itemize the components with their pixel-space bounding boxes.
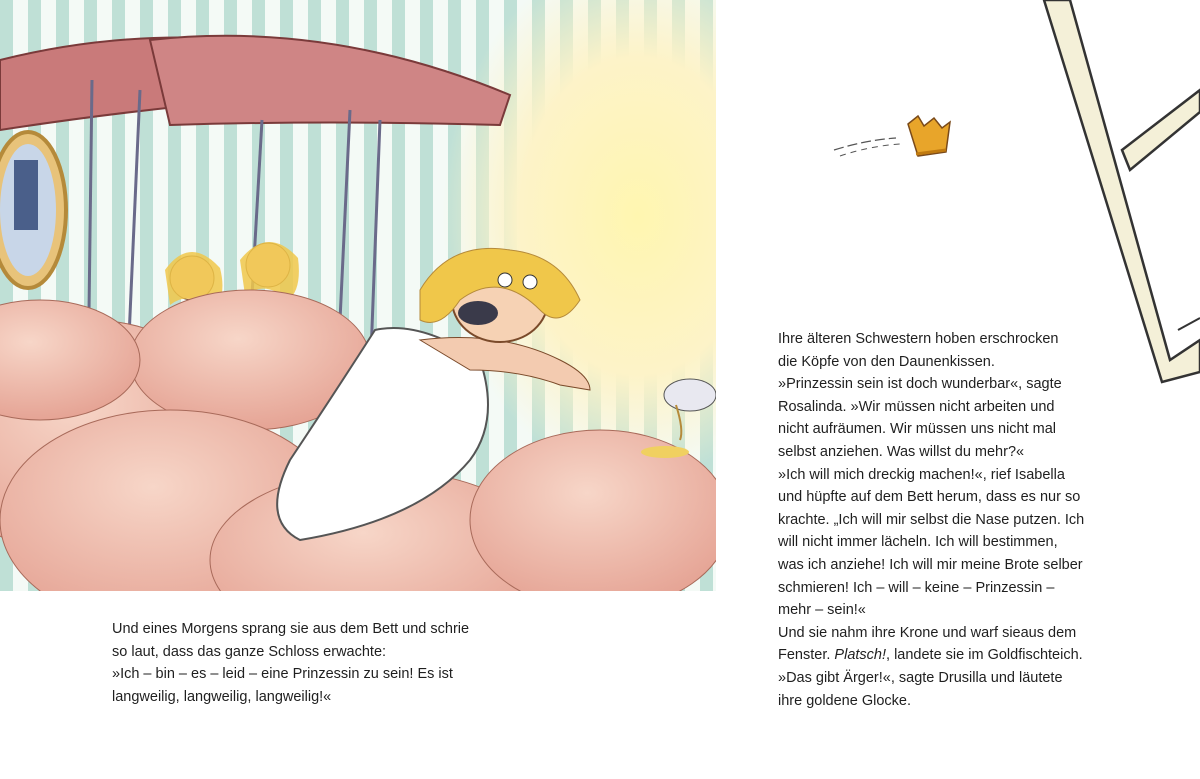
text-segment: , landete sie im Goldfischteich. (886, 647, 1083, 664)
text-line: »Prinzessin sein ist doch wunderbar«, sagte (778, 376, 1062, 393)
text-line: »Ich will mich dreckig machen!«, rief Isabella (778, 466, 1065, 483)
text-line: nicht aufräumen. Wir müssen uns nicht mal (778, 421, 1057, 438)
text-line: so laut, dass das ganze Schloss erwachte: (112, 643, 387, 660)
text-line: selbst anziehen. Was willst du mehr?« (778, 443, 1025, 460)
text-line-platsch (778, 644, 1084, 667)
text-line: ihre goldene Glocke. (778, 692, 911, 709)
text-line: langweilig, langweilig, langweilig!« (112, 688, 332, 705)
text-line: »Ich – bin – es – leid – eine Prinzessin zu sein! Es ist (112, 666, 453, 683)
right-page-text (778, 328, 1084, 712)
text-line: »Das gibt Ärger!«, sagte Drusilla und läutete (778, 669, 1063, 686)
text-line: die Köpfe von den Daunenkissen. (778, 353, 995, 370)
left-page-text (112, 618, 469, 708)
bedroom-illustration (0, 0, 716, 591)
text-line: will nicht immer lächeln. Ich will bestimmen, (778, 534, 1058, 551)
text-line: Rosalinda. »Wir müssen nicht arbeiten und (778, 398, 1055, 415)
text-segment: Fenster. (778, 647, 835, 664)
text-line: Und eines Morgens sprang sie aus dem Bett und schrie (112, 621, 470, 637)
text-line: was ich anziehe! Ich will mir meine Brote selber (778, 556, 1083, 573)
text-line: Ihre älteren Schwestern hoben erschrocken (778, 331, 1059, 347)
platsch-emphasis: Platsch! (834, 647, 887, 664)
flying-crown (826, 110, 956, 170)
text-line: krachte. „Ich will mir selbst die Nase putzen. Ich (778, 511, 1085, 528)
text-line: Und sie nahm ihre Krone und warf sieaus dem (778, 624, 1077, 641)
text-line: mehr – sein!« (778, 602, 866, 619)
text-line: und hüpfte auf dem Bett herum, dass es nur so (778, 489, 1081, 506)
text-line: schmieren! Ich – will – keine – Prinzessin – (778, 579, 1055, 596)
